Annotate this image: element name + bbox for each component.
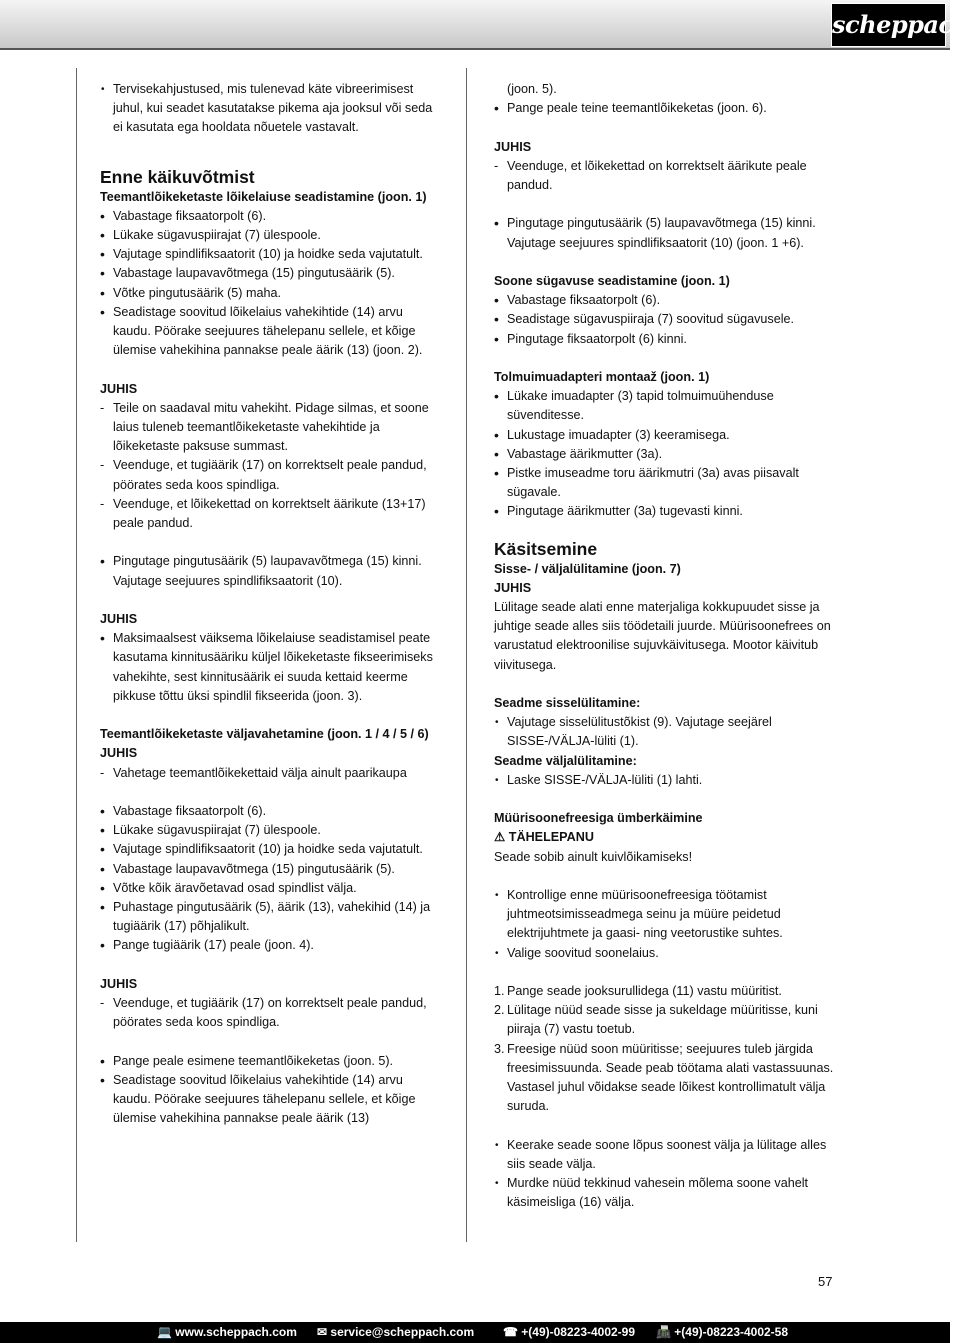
page-number: 57 xyxy=(818,1274,833,1289)
list-item: • Vajutage spindlifiksaatorit (10) ja hoidke seda vajutatult. xyxy=(100,840,442,859)
right-column xyxy=(494,80,834,1212)
numbered-item xyxy=(494,1001,834,1039)
step-text: Freesige nüüd soon müüritisse; seejuures tuleb järgida freesimissuunda. Seade peab töötama alati vastassuunas. Vastasel juhul võidakse seade lõikest kontrollimatult välja suruda. xyxy=(507,1041,834,1114)
juhis-heading: JUHIS xyxy=(100,612,138,627)
valjalulitamine-list xyxy=(494,771,834,790)
juhis5-list xyxy=(494,157,834,195)
juhis-heading: JUHIS xyxy=(100,976,138,991)
tolmu-steps xyxy=(494,387,834,521)
juhis-heading: JUHIS xyxy=(494,580,532,595)
footer-fax: 📠 +(49)-08223-4002-58 xyxy=(656,1325,789,1339)
subheading-sisse: Sisse- / väljalülitamine (joon. 7) xyxy=(494,561,681,576)
subheading-valjalulitamine: Seadme väljalülitamine: xyxy=(494,753,637,768)
header-bar xyxy=(0,0,970,50)
juhis2-list xyxy=(100,629,442,706)
list-item: • Laske SISSE-/VÄLJA-lüliti (1) lahti. xyxy=(494,771,834,790)
left-margin-rule xyxy=(76,68,77,1242)
list-item: • Valige soovitud soonelaius. xyxy=(494,944,834,963)
list-item: - Vahetage teemantlõikekettaid välja ainult paarikaupa xyxy=(100,764,442,783)
continuation-text: (joon. 5). xyxy=(507,82,557,96)
kontroll-list xyxy=(494,886,834,963)
subheading-sisselulitamine: Seadme sisselülitamine: xyxy=(494,696,641,711)
section-heading-kasitsemine: Käsitsemine xyxy=(494,538,598,559)
juhis3-list xyxy=(100,764,442,783)
footer-email-link[interactable]: ✉ service@scheppach.com xyxy=(317,1325,475,1339)
numbered-item xyxy=(494,982,834,1001)
pingutage2-list xyxy=(494,214,834,252)
sisse-text: Lülitage seade alati enne materjaliga kokkupuudet sisse ja juhtige seade alles siis töödetaili juurde. Müürisoonefrees on varustatud elektroonilise sujuvkäivitusega. Mootor käivitub viivitusega. xyxy=(494,600,831,672)
list-item: • Pingutage pingutusäärik (5) laupavavõtmega (15) kinni. Vajutage seejuures spindlifiksaatorit (10). xyxy=(100,552,442,590)
list-item: • Pingutage pingutusäärik (5) laupavavõtmega (15) kinni. Vajutage seejuures spindlifiksaatorit (10) (joon. 1 +6). xyxy=(494,214,834,252)
subheading-laius: Teemantlõikeketaste lõikelaiuse seadistamine (joon. 1) xyxy=(100,189,427,204)
juhis1-list xyxy=(100,399,442,533)
step-text: Pange seade jooksurullidega (11) vastu müüritist. xyxy=(507,984,782,999)
footer-bar xyxy=(0,1322,950,1343)
list-item: • Pange peale esimene teemantlõikeketas (joon. 5). xyxy=(100,1052,442,1071)
list-item: • Seadistage soovitud lõikelaius vahekihtide (14) arvu kaudu. Pöörake seejuures tähelepanu sellele, et kõige ülemise vahekihina pannakse peale äärik (13) xyxy=(100,1071,442,1129)
esimene-steps xyxy=(100,1052,442,1129)
list-item: • Keerake seade soone lõpus soonest välja ja lülitage alles siis seade välja. xyxy=(494,1136,834,1174)
list-item: • Pingutage äärikmutter (3a) tugevasti kinni. xyxy=(494,502,834,521)
list-item: • Võtke kõik äravõetavad osad spindlist välja. xyxy=(100,879,442,898)
list-item: • Tervisekahjustused, mis tulenevad käte vibreerimisest juhul, kui seadet kasutatakse pikema aja jooksul või seda ei kasutata ega hooldata nõuetele vastavalt. xyxy=(100,80,442,138)
list-item: • Vabastage fiksaatorpolt (6). xyxy=(100,802,442,821)
intro-list xyxy=(100,80,442,138)
list-item: • Pingutage fiksaatorpolt (6) kinni. xyxy=(494,330,834,349)
subheading-umberkaimine: Müürisoonefreesiga ümberkäimine xyxy=(494,811,703,826)
warning-heading: ⚠ TÄHELEPANU xyxy=(494,830,594,845)
list-item: • Võtke pingutusäärik (5) maha. xyxy=(100,284,442,303)
subheading-tolmu: Tolmuimuadapteri montaaž (joon. 1) xyxy=(494,369,710,384)
list-item: • Vabastage fiksaatorpolt (6). xyxy=(100,207,442,226)
vahetamine-steps xyxy=(100,802,442,956)
list-item: • Vabastage äärikmutter (3a). xyxy=(494,445,834,464)
footer-website-link[interactable]: 💻 www.scheppach.com xyxy=(157,1325,297,1339)
list-item: • Pange peale teine teemantlõikeketas (joon. 6). xyxy=(494,99,834,118)
list-item: • Vabastage fiksaatorpolt (6). xyxy=(494,291,834,310)
list-item: • Vajutage spindlifiksaatorit (10) ja hoidke seda vajutatult. xyxy=(100,245,442,264)
list-item: • Lükake sügavuspiirajat (7) ülespoole. xyxy=(100,821,442,840)
list-item: • Lukustage imuadapter (3) keeramisega. xyxy=(494,426,834,445)
list-item: • Vajutage sisselülitustõkist (9). Vajutage seejärel SISSE-/VÄLJA-lüliti (1). xyxy=(494,713,834,751)
list-item: • Pange tugiäärik (17) peale (joon. 4). xyxy=(100,936,442,955)
juhis-heading: JUHIS xyxy=(100,381,138,396)
footer-phone: ☎ +(49)-08223-4002-99 xyxy=(503,1325,636,1339)
list-item: • Murdke nüüd tekkinud vahesein mõlema soone vahelt käsimeisliga (16) välja. xyxy=(494,1174,834,1212)
list-item: • Pistke imuseadme toru äärikmutri (3a) avas piisavalt sügavale. xyxy=(494,464,834,502)
list-item: - Veenduge, et tugiäärik (17) on korrektselt peale pandud, pöörates seda koos spindliga. xyxy=(100,456,442,494)
list-item: • Seadistage soovitud lõikelaius vahekihtide (14) arvu kaudu. Pöörake seejuures tähelepanu sellele, et kõige ülemise vahekihina pannakse peale äärik (13) (joon. 2). xyxy=(100,303,442,361)
subheading-vahetamine: Teemantlõikeketaste väljavahetamine (joon. 1 / 4 / 5 / 6) xyxy=(100,727,429,742)
list-item: • Lükake sügavuspiirajat (7) ülespoole. xyxy=(100,226,442,245)
list-item: - Veenduge, et lõikekettad on korrektselt äärikute (13+17) peale pandud. xyxy=(100,495,442,533)
list-item: • Vabastage laupavavõtmega (15) pingutusäärik (5). xyxy=(100,264,442,283)
list-item: • Kontrollige enne müürisoonefreesiga töötamist juhtmeotsimisseadmega seinu ja müüre peidetud elektrijuhtmete ja gaasi- ning veetorustike suhtes. xyxy=(494,886,834,944)
list-item: - Veenduge, et lõikekettad on korrektselt äärikute peale pandud. xyxy=(494,157,834,195)
teine-list xyxy=(494,99,834,118)
numbered-steps xyxy=(494,982,834,1116)
laius-steps xyxy=(100,207,442,361)
list-item: • Maksimaalsest väiksema lõikelaiuse seadistamisel peate kasutama kinnitusääriku küljel lõikeketaste fikseerimiseks vahekihte, sest kinnitusäärik ei suuda kettaid keerme pikkuse tõttu üksi spindlil fikseerida (joon. 3). xyxy=(100,629,442,706)
list-item: - Teile on saadaval mitu vahekiht. Pidage silmas, et soone laius tuleneb teemantlõikeketaste vahekihtide ja lõikeketaste paksuse summast. xyxy=(100,399,442,457)
list-item: - Veenduge, et tugiäärik (17) on korrektselt peale pandud, pöörates seda koos spindliga. xyxy=(100,994,442,1032)
numbered-item xyxy=(494,1040,834,1117)
list-item: • Seadistage sügavuspiiraja (7) soovitud sügavusele. xyxy=(494,310,834,329)
juhis4-list xyxy=(100,994,442,1032)
subheading-sugavus: Soone sügavuse seadistamine (joon. 1) xyxy=(494,273,730,288)
section-heading-enne: Enne käikuvõtmist xyxy=(100,166,255,187)
step-number: 2. xyxy=(494,1003,505,1018)
kuiv-text: Seade sobib ainult kuivlõikamiseks! xyxy=(494,849,693,864)
step-number: 1. xyxy=(494,984,505,999)
scheppach-logo: scheppach xyxy=(831,3,946,47)
sisselulitamine-list xyxy=(494,713,834,751)
left-column xyxy=(100,80,442,1128)
juhis-heading: JUHIS xyxy=(100,746,138,761)
sugavus-steps xyxy=(494,291,834,349)
list-item: • Puhastage pingutusäärik (5), äärik (13), vahekihid (14) ja tugiäärik (17) põhjalikult. xyxy=(100,898,442,936)
list-item: • Vabastage laupavavõtmega (15) pingutusäärik (5). xyxy=(100,860,442,879)
lopp-list xyxy=(494,1136,834,1213)
step-text: Lülitage nüüd seade sisse ja sukeldage müüritisse, kuni piiraja (7) vastu toetub. xyxy=(507,1003,818,1037)
center-column-rule xyxy=(466,68,467,1242)
step-number: 3. xyxy=(494,1041,505,1056)
pingutage1-list xyxy=(100,552,442,590)
juhis-heading: JUHIS xyxy=(494,139,532,154)
list-item: • Lükake imuadapter (3) tapid tolmuimuühenduse süvenditesse. xyxy=(494,387,834,425)
